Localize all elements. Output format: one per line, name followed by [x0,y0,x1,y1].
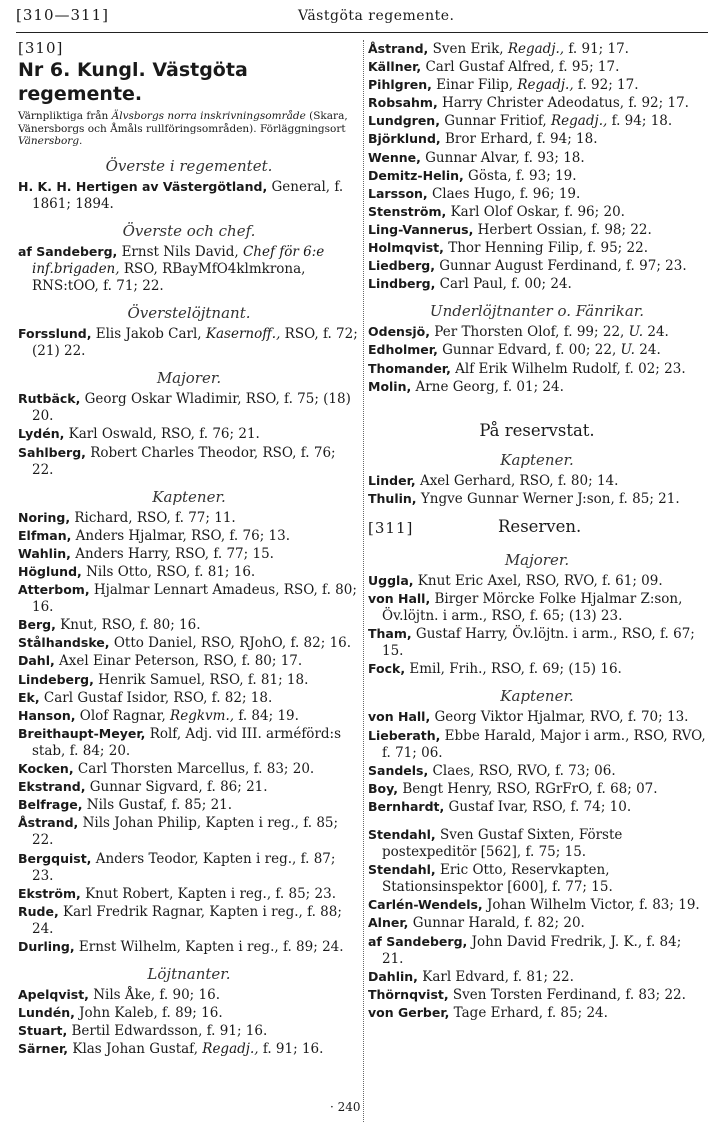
roster-entry [368,203,706,221]
roster-entry [18,986,360,1004]
roster-entry [18,563,360,581]
entry-position: Regkvm., [170,707,235,724]
roster-entry [368,58,706,76]
section-heading: Kaptener. [152,487,226,506]
entry-details: Johan Wilhelm Victor, f. 83; 19. [482,897,700,914]
entry-surname: Tham, [368,626,412,642]
entry-details: Karl Olof Oskar, f. 96; 20. [446,203,625,220]
roster-entry [18,616,360,634]
entry-surname: Forsslund, [18,326,92,342]
entry-details: Olof Ragnar, [75,707,171,724]
entry-details-cont: f. 91; 16. [258,1041,324,1058]
entry-details: Gunnar August Ferdinand, f. 97; 23. [434,258,687,275]
entry-surname: Ekström, [18,885,81,901]
roster-entry [368,986,706,1004]
section-entries [18,178,360,213]
entry-details: Gunnar Edvard, f. 00; 22, [437,342,621,359]
entry-surname: Källner, [368,59,422,75]
entry-position: Chef för 6:e inf.brigaden, [32,243,325,277]
roster-entry [368,625,706,660]
section-heading: Majorer. [504,550,570,569]
entry-surname: Åstrand, [368,41,429,56]
roster-entry [18,545,360,563]
reserven-kaptener-list [368,708,706,816]
entry-details: Georg Oskar Wladimir, RSO, f. 75; (18) 20. [32,391,351,425]
entry-details: Gösta, f. 93; 19. [463,167,577,184]
entry-surname: Odensjö, [368,324,431,340]
roster-entry [18,652,360,670]
entry-position: Regadj., [517,77,574,94]
entry-surname: von Hall, [368,590,431,606]
entry-surname: Pihlgren, [368,77,432,93]
entry-surname: von Gerber, [368,1004,450,1020]
entry-details-cont: 24. [634,342,661,359]
entry-details: Harry Christer Adeodatus, f. 92; 17. [437,95,689,112]
entry-details: Carl Paul, f. 00; 24. [435,276,572,293]
entry-details: Axel Einar Peterson, RSO, f. 80; 17. [54,653,303,670]
entry-details: Georg Viktor Hjalmar, RVO, f. 70; 13. [430,709,689,726]
entry-details: Sven Gustaf Sixten, Förste postexpeditör [562], f. 75; 15. [382,827,623,861]
roster-entry [368,762,706,780]
entry-surname: Belfrage, [18,797,83,813]
entry-surname: Robsahm, [368,95,438,111]
entry-surname: Durling, [18,938,75,954]
entry-surname: Holmqvist, [368,240,444,256]
entry-details: Bengt Henry, RSO, RGrFrO, f. 68; 07. [398,780,658,797]
entry-details: Hjalmar Lennart Amadeus, RSO, f. 80; 16. [32,582,357,616]
entry-surname: Stålhandske, [18,635,110,651]
entry-details: Claes Hugo, f. 96; 19. [427,185,581,202]
entry-surname: Liedberg, [368,258,435,274]
reserven-heading-row [368,518,706,542]
entry-details: Arne Georg, f. 01; 24. [411,378,564,395]
entry-surname: Lydén, [18,426,65,442]
entry-surname: Rude, [18,903,59,919]
entry-surname: Berg, [18,617,56,633]
section-heading: Löjtnanter. [147,965,231,984]
roster-entry [368,275,706,293]
page-number: · 240 [330,1100,361,1114]
entry-surname: Rutbäck, [18,391,81,407]
entry-surname: Boy, [368,780,399,796]
entry-details: Anders Harry, RSO, f. 77; 15. [70,545,274,562]
entry-surname: Sandels, [368,762,429,778]
entry-surname: Dahlin, [368,968,418,984]
roster-entry [368,76,706,94]
section-entries [18,390,360,478]
roster-entry [368,94,706,112]
entry-details: Karl Fredrik Ragnar, Kapten i reg., f. 88; 24. [32,903,342,937]
entry-surname: Lindeberg, [18,671,94,687]
roster-entry [18,325,360,360]
entry-details: Claes, RSO, RVO, f. 73; 06. [428,762,616,779]
entry-surname: Fock, [368,661,406,677]
section-heading: Kaptener. [500,687,574,706]
left-column [18,40,360,1058]
entry-surname: Bergquist, [18,850,92,866]
entry-details: Gunnar Alvar, f. 93; 18. [420,149,585,166]
entry-details: Knut, RSO, f. 80; 16. [55,617,201,634]
roster-entry [18,778,360,796]
entry-surname: Carlén-Wendels, [368,897,483,913]
roster-entry [368,727,706,762]
roster-entry [368,861,706,896]
roster-entry [18,796,360,814]
entry-surname: Stenström, [368,203,447,219]
roster-entry [368,378,706,396]
entry-details: Gunnar Fritiof, [439,113,552,130]
entry-surname: af Sandeberg, [18,243,118,259]
regiment-title: Nr 6. Kungl. Västgöta regemente. [18,59,248,106]
reserven-title: Reserven. [498,516,582,536]
reservstat-list [368,472,706,508]
roster-entry [368,490,706,508]
lojtnanter-continued [368,40,706,293]
entry-surname: von Hall, [368,709,431,725]
entry-surname: Sahlberg, [18,444,86,460]
roster-entry [368,257,706,275]
roster-entry [18,178,360,213]
roster-entry [368,323,706,341]
entry-position: Regadj., [202,1041,259,1058]
section-entries [18,509,360,956]
roster-entry [368,112,706,130]
regiment-note: Värnpliktiga från Älvsborgs norra inskrivningsområde (Skara, Vänersborgs och Åmåls rullföringsområden). Förläggningsort Vänersborg. [18,110,348,148]
entry-position: U. [620,342,635,359]
entry-details: Henrik Samuel, RSO, f. 81; 18. [93,671,309,688]
entry-details: Herbert Ossian, f. 98; 22. [473,221,652,238]
entry-details: John Kaleb, f. 89; 16. [74,1005,223,1022]
roster-entry [18,725,360,760]
entry-details-cont: RSO, RBayMfO4klmkrona, RNS:tOO, f. 71; 22. [32,260,306,294]
header-title: Västgöta regemente. [298,8,455,24]
roster-entry [18,425,360,443]
entry-surname: Ek, [18,689,40,705]
roster-entry [18,885,360,903]
roster-entry [18,850,360,885]
entry-surname: Åstrand, [18,815,79,831]
entry-position: Regadj., [551,113,608,130]
entry-surname: Stuart, [18,1023,68,1039]
section-heading: Överste i regementet. [105,156,273,175]
reservstat-heading: På reservstat. [479,420,595,440]
section-heading: Överstelöjtnant. [127,304,251,323]
section-entries [18,986,360,1058]
entry-surname: Wenne, [368,149,421,165]
entry-surname: Lundén, [18,1005,75,1021]
roster-entry [18,689,360,707]
entry-details: Nils Åke, f. 90; 16. [88,987,220,1004]
entry-details: Nils Otto, RSO, f. 81; 16. [81,564,256,580]
roster-entry [368,40,706,58]
entry-details: Knut Eric Axel, RSO, RVO, f. 61; 09. [413,572,663,589]
roster-entry [18,903,360,938]
entry-surname: Wahlin, [18,545,71,561]
entry-details: Knut Robert, Kapten i reg., f. 85; 23. [80,885,336,902]
entry-surname: Lindberg, [368,276,436,292]
entry-surname: Larsson, [368,185,428,201]
entry-details: Gustaf Harry, Öv.löjtn. i arm., RSO, f. 67; 15. [382,626,695,660]
entry-details-cont: RSO, f. 72; (21) 22. [32,326,358,360]
roster-entry [368,130,706,148]
roster-entry [18,707,360,725]
entry-surname: Noring, [18,509,71,525]
entry-details: Anders Hjalmar, RSO, f. 76; 13. [71,527,290,544]
underlojtnanter-list [368,323,706,395]
entry-details: Rolf, Adj. vid III. arméförd:s stab, f. 84; 20. [32,725,342,759]
entry-surname: Ling-Vannerus, [368,221,474,237]
right-column [368,40,706,1022]
entry-surname: H. K. H. Hertigen av Västergötland, [18,178,268,194]
section-heading: Kaptener. [500,450,574,469]
roster-entry [368,221,706,239]
entry-surname: af Sandeberg, [368,933,468,949]
entry-details: Nils Johan Philip, Kapten i reg., f. 85; 22. [32,815,339,849]
entry-position: Kasernoff., [205,326,281,343]
roster-entry [368,167,706,185]
reserven-other-list [368,826,706,1022]
roster-entry [368,660,706,678]
roster-entry [368,968,706,986]
roster-entry [368,826,706,861]
roster-entry [18,938,360,956]
entry-details: Anders Teodor, Kapten i reg., f. 87; 23. [32,850,336,884]
roster-entry [18,243,360,295]
entry-surname: Alner, [368,915,409,931]
entry-surname: Höglund, [18,564,82,579]
roster-entry [18,760,360,778]
roster-entry [18,509,360,527]
roster-entry [18,1022,360,1040]
roster-entry [368,590,706,625]
entry-details-cont: f. 94; 18. [607,113,673,130]
entry-details: Yngve Gunnar Werner J:son, f. 85; 21. [416,490,680,507]
entry-details: Carl Gustaf Alfred, f. 95; 17. [421,59,620,76]
section-entries [18,325,360,360]
roster-entry [18,444,360,479]
entry-details: Sven Erik, [428,41,508,57]
entry-details: Karl Oswald, RSO, f. 76; 21. [64,426,260,443]
entry-position: Regadj., [507,41,565,57]
roster-entry [18,634,360,652]
section-heading: Överste och chef. [122,221,256,240]
roster-entry [18,527,360,545]
entry-details: Elis Jakob Carl, [91,326,206,343]
running-header [16,4,708,33]
entry-surname: Atterbom, [18,582,90,598]
entry-details: Eric Otto, Reservkapten, Stationsinspektor [600], f. 77; 15. [382,862,613,896]
roster-entry [368,1004,706,1022]
entry-surname: Lundgren, [368,113,440,129]
roster-entry [368,933,706,968]
roster-entry [368,572,706,590]
roster-entry [368,780,706,798]
entry-details-cont: f. 91; 17. [564,41,629,57]
entry-surname: Linder, [368,472,416,488]
entry-details: General, f. 1861; 1894. [32,178,344,212]
entry-surname: Bernhardt, [368,798,445,814]
entry-surname: Elfman, [18,527,72,543]
roster-entry [368,708,706,726]
entry-surname: Molin, [368,378,412,394]
roster-entry [368,185,706,203]
roster-entry [368,914,706,932]
roster-entry [368,149,706,167]
entry-details: Thor Henning Filip, f. 95; 22. [443,240,648,257]
roster-entry [18,671,360,689]
entry-surname: Lieberath, [368,727,441,743]
entry-details: Bror Erhard, f. 94; 18. [440,131,598,148]
entry-details: John David Fredrik, J. K., f. 84; 21. [382,933,682,967]
entry-details: Nils Gustaf, f. 85; 21. [82,797,233,814]
entry-surname: Dahl, [18,653,55,669]
entry-surname: Demitz-Helin, [368,167,464,183]
section-entries [18,243,360,295]
roster-entry [368,472,706,490]
entry-details: Per Thorsten Olof, f. 99; 22, [430,324,629,341]
entry-details: Axel Gerhard, RSO, f. 80; 14. [415,472,619,489]
entry-details: Karl Edvard, f. 81; 22. [417,968,574,985]
roster-entry [368,798,706,816]
entry-details: Gustaf Ivar, RSO, f. 74; 10. [444,798,632,815]
entry-details: Sven Torsten Ferdinand, f. 83; 22. [448,986,686,1003]
entry-details: Alf Erik Wilhelm Rudolf, f. 02; 23. [450,360,686,377]
entry-details: Carl Thorsten Marcellus, f. 83; 20. [73,761,315,778]
entry-details: Bertil Edwardsson, f. 91; 16. [67,1023,268,1040]
entry-details: Carl Gustaf Isidor, RSO, f. 82; 18. [39,689,273,706]
entry-details-cont: f. 84; 19. [234,707,299,724]
roster-entry [18,390,360,425]
entry-surname: Edholmer, [368,342,438,358]
entry-details: Gunnar Sigvard, f. 86; 21. [85,779,268,796]
section-heading: Majorer. [156,369,222,388]
entry-details: Tage Erhard, f. 85; 24. [449,1004,608,1021]
entry-surname: Hanson, [18,707,76,723]
section-number: [311] [368,518,414,537]
reserven-majorer-list [368,572,706,679]
entry-surname: Thomander, [368,360,451,376]
roster-entry [368,239,706,257]
section-number: [310] [18,39,64,57]
entry-details: Robert Charles Theodor, RSO, f. 76; 22. [32,444,336,478]
entry-surname: Kocken, [18,761,74,777]
roster-entry [18,1004,360,1022]
entry-position: U. [628,324,644,341]
entry-surname: Särner, [18,1041,69,1057]
entry-surname: Breithaupt-Meyer, [18,725,146,741]
entry-details: Ebbe Harald, Major i arm., RSO, RVO, f. 71; 06. [382,727,706,761]
entry-details: Gunnar Harald, f. 82; 20. [408,915,585,932]
entry-surname: Björklund, [368,131,441,147]
entry-details: Richard, RSO, f. 77; 11. [70,509,236,526]
entry-details-cont: f. 92; 17. [573,77,639,94]
roster-entry [368,360,706,378]
roster-entry [18,1040,360,1058]
left-sections [18,156,360,1059]
entry-surname: Uggla, [368,572,414,588]
entry-surname: Ekstrand, [18,779,86,795]
entry-details: Emil, Frih., RSO, f. 69; (15) 16. [405,661,622,678]
entry-details: Klas Johan Gustaf, [68,1041,203,1058]
entry-surname: Stendahl, [368,827,436,842]
roster-entry [368,341,706,359]
section-heading: Underlöjtnanter o. Fänrikar. [429,302,645,321]
entry-details: Birger Mörcke Folke Hjalmar Z:son, Öv.löjtn. i arm., RSO, f. 65; (13) 23. [382,590,683,625]
entry-surname: Thulin, [368,490,417,506]
column-divider [363,40,364,1122]
entry-surname: Apelqvist, [18,987,89,1003]
entry-details: Einar Filip, [431,77,518,94]
header-page-range: [310—311] [16,6,109,24]
entry-details: Ernst Wilhelm, Kapten i reg., f. 89; 24. [74,938,344,955]
roster-entry [18,814,360,849]
entry-surname: Thörnqvist, [368,986,449,1002]
entry-details-cont: 24. [643,324,669,341]
entry-surname: Stendahl, [368,862,436,878]
roster-entry [18,581,360,616]
roster-entry [368,896,706,914]
entry-details: Otto Daniel, RSO, RJohO, f. 82; 16. [109,635,352,652]
entry-details: Ernst Nils David, [117,243,243,260]
